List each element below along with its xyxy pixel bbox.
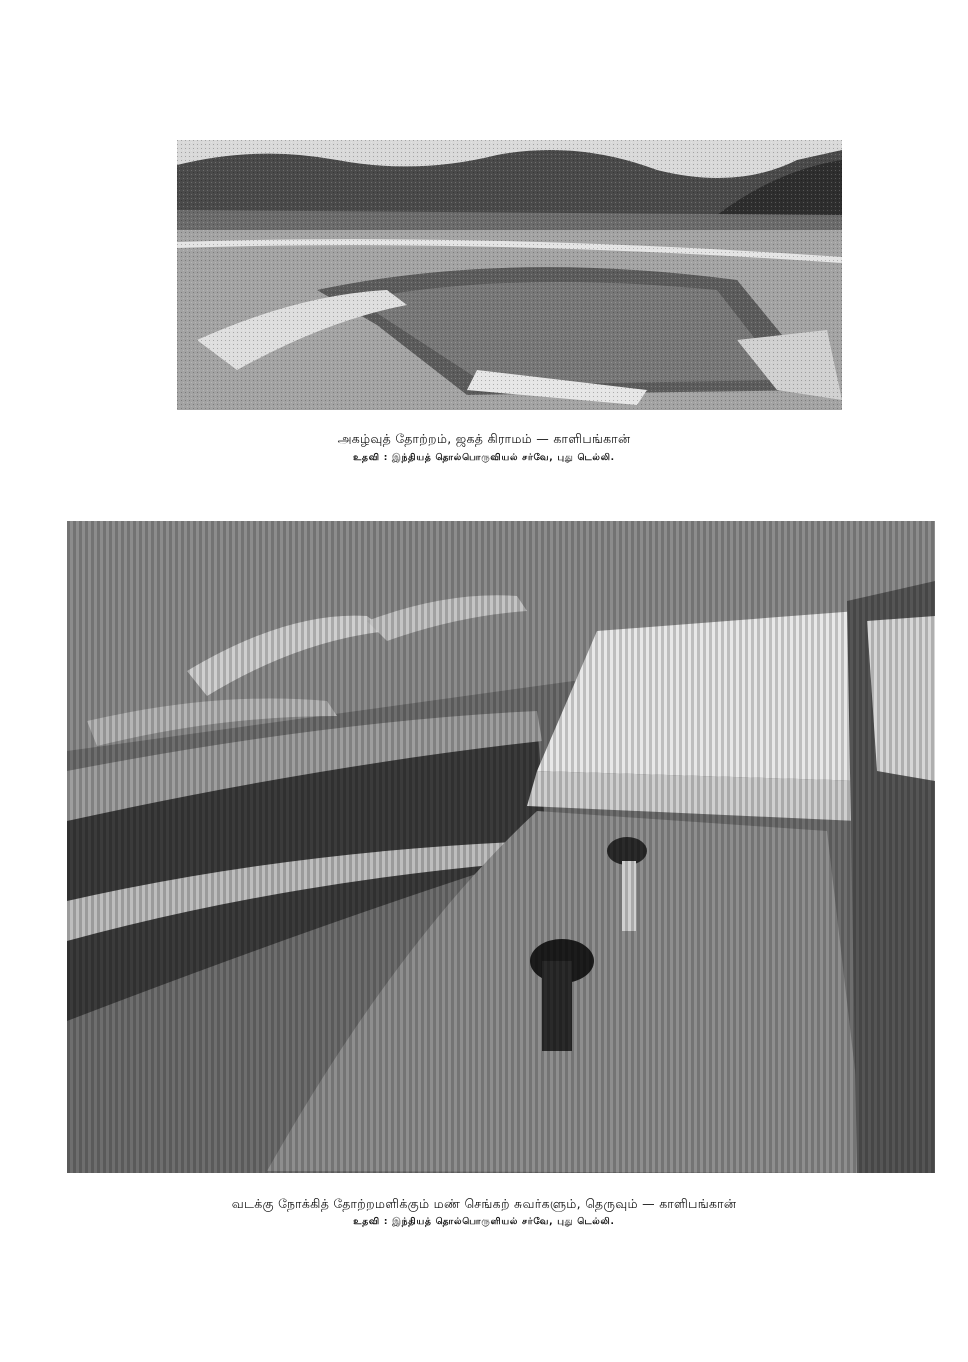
figure-1-caption: அகழ்வுத் தோற்றம், ஜகத் கிராமம் — காளிபங்கான் (337, 431, 631, 446)
figure-2-credit: உதவி : இந்தியத் தொல்பொருளியல் சர்வே, புது டெல்லி. (353, 1217, 615, 1227)
mud-brick-walls-photo (67, 521, 935, 1173)
excavation-photo-graphic (177, 140, 842, 410)
figure-1-credit: உதவி : இந்தியத் தொல்பொருவியல் சர்வே, புது டெல்லி. (353, 453, 615, 463)
mud-brick-walls-photo-graphic (67, 521, 935, 1173)
figure-2-caption: வடக்கு நோக்கித் தோற்றமளிக்கும் மண் செங்கற் சுவர்களும், தெருவும் — காளிபங்கான் (231, 1196, 737, 1211)
excavation-photo (177, 140, 842, 410)
